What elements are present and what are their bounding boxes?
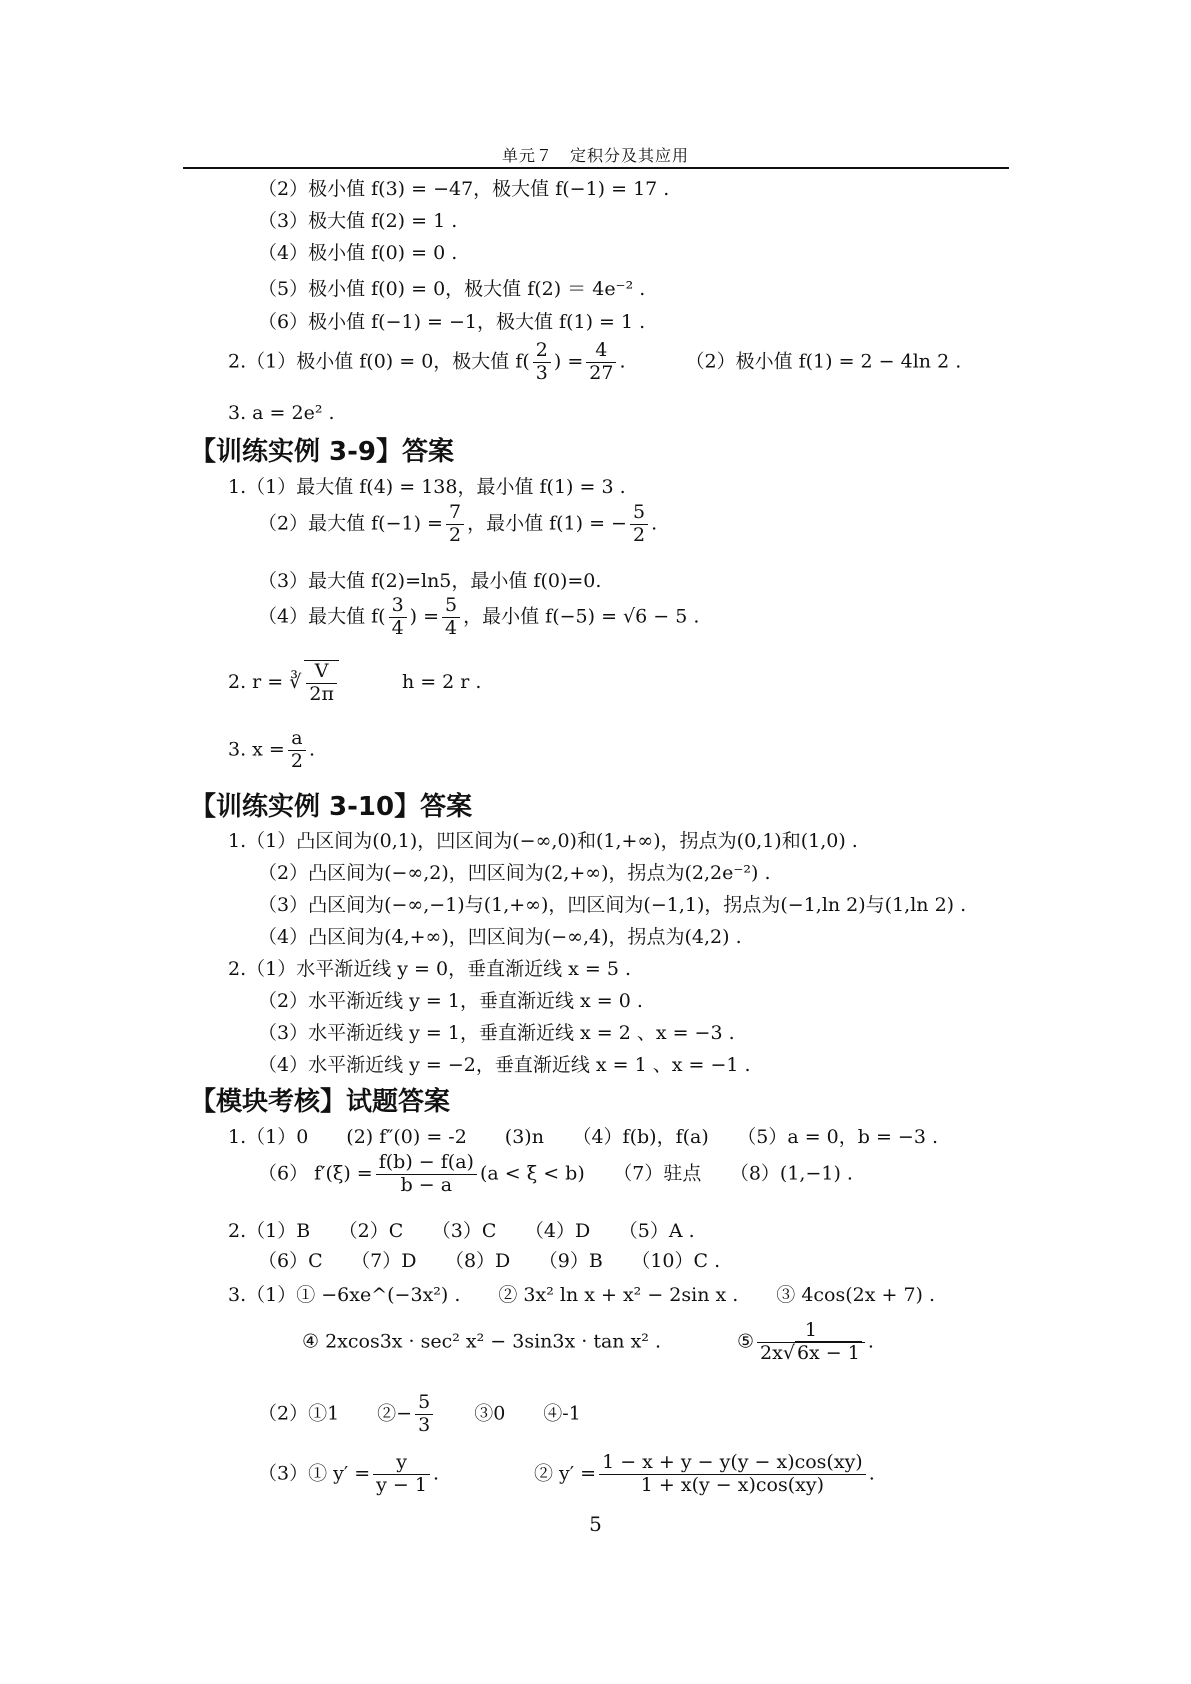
answer-mod-2-2: （6）C （7）D （8）D （9）B （10）C . [258,1250,721,1272]
answer-mod-2-1: 2.（1）B （2）C （3）C （4）D （5）A . [228,1220,695,1242]
answer-3-10-1-3: （3）凸区间为(−∞,−1)与(1,+∞)，凹区间为(−1,1)，拐点为(−1,ln 2)与(1,ln 2) . [258,894,967,916]
answer-3-10-2-3: （3）水平渐近线 y = 1，垂直渐近线 x = 2 、x = −3 . [258,1022,735,1044]
answer-1-5: （5）极小值 f(0) = 0，极大值 f(2) ＝ 4e⁻² . [258,278,646,300]
section-heading-3-9: 【训练实例 3-9】答案 [190,437,455,467]
answer-mod-3-1: 3.（1）① −6xe^(−3x²) . ② 3x² ln x + x² − 2sin x . ③ 4cos(2x + 7) . [228,1284,936,1306]
section-heading-3-10: 【训练实例 3-10】答案 [190,792,473,822]
answer-3-9-1-1: 1.（1）最大值 f(4) = 138，最小值 f(1) = 3 . [228,476,626,498]
answer-3-9-1-4: （4）最大值 f( $\frac{3}{4}$ ) = $\frac{5}{4}$ ，最小值 f(−5) = √6 − 5 . [258,594,700,639]
header-rule [183,167,1009,169]
answer-mod-3-1-b: ④ 2xcos3x · sec² x² − 3sin3x · tan x² . ⑤ $\frac{1}{2x√ 6x - 1}$ . [302,1319,874,1364]
answer-3-10-1-2: （2）凸区间为(−∞,2)，凹区间为(2,+∞)，拐点为(2,2e⁻²) . [258,862,771,884]
answer-3-9-3: 3. x = $\frac{a}{2}$ . [228,727,315,772]
answer-3-10-2-2: （2）水平渐近线 y = 1，垂直渐近线 x = 0 . [258,990,643,1012]
answer-3: 3. a = 2e² . [228,402,335,424]
answer-3-10-2-4: （4）水平渐近线 y = −2，垂直渐近线 x = 1 、x = −1 . [258,1054,751,1076]
answer-3-9-2: 2. r = ∛ $\frac{V}{2\pi}$ h = 2 r . [228,660,482,705]
answer-2: 2.（1）极小值 f(0) = 0，极大值 f( $\frac{2}{3}$ ) = $\frac{4}{27}$ . （2）极小值 f(1) = 2 − 4ln 2 . [228,339,962,384]
answer-mod-3-3: （3）① y′ = $\frac{y}{y - 1}$ . ② y′ = $\frac{1 - x + y - y(y - x)\cos(xy)}{1 + x(y - x)\cos(xy)}$ . [258,1451,875,1496]
answer-mod-1-1: 1.（1）0 (2) f″(0) = -2 (3)n （4）f(b)，f(a) （5）a = 0，b = −3 . [228,1126,939,1148]
answer-3-10-1-4: （4）凸区间为(4,+∞)，凹区间为(−∞,4)，拐点为(4,2) . [258,926,742,948]
answer-3-9-1-2: （2）最大值 f(−1) = $\frac{7}{2}$ ，最小值 f(1) = − $\frac{5}{2}$ . [258,501,658,546]
section-heading-module: 【模块考核】试题答案 [190,1087,451,1117]
page-number: 5 [589,1512,602,1536]
answer-3-10-1-1: 1.（1）凸区间为(0,1)，凹区间为(−∞,0)和(1,+∞)，拐点为(0,1)和(1,0) . [228,830,858,852]
answer-1-2: （2）极小值 f(3) = −47，极大值 f(−1) = 17 . [258,178,670,200]
answer-mod-1-6: （6） f′(ξ) = $\frac{f(b) - f(a)}{b - a}$ (a < ξ < b) （7）驻点 （8）(1,−1) . [258,1151,853,1196]
answer-1-4: （4）极小值 f(0) = 0 . [258,242,458,264]
answer-3-9-1-3: （3）最大值 f(2)=ln5，最小值 f(0)=0. [258,570,602,592]
running-header: 单元７ 定积分及其应用 [501,146,689,165]
answer-1-3: （3）极大值 f(2) = 1 . [258,210,458,232]
answer-3-10-2-1: 2.（1）水平渐近线 y = 0，垂直渐近线 x = 5 . [228,958,631,980]
answer-mod-3-2: （2）①1 ②− $\frac{5}{3}$ ③0 ④-1 [258,1391,581,1436]
answer-1-6: （6）极小值 f(−1) = −1，极大值 f(1) = 1 . [258,311,646,333]
